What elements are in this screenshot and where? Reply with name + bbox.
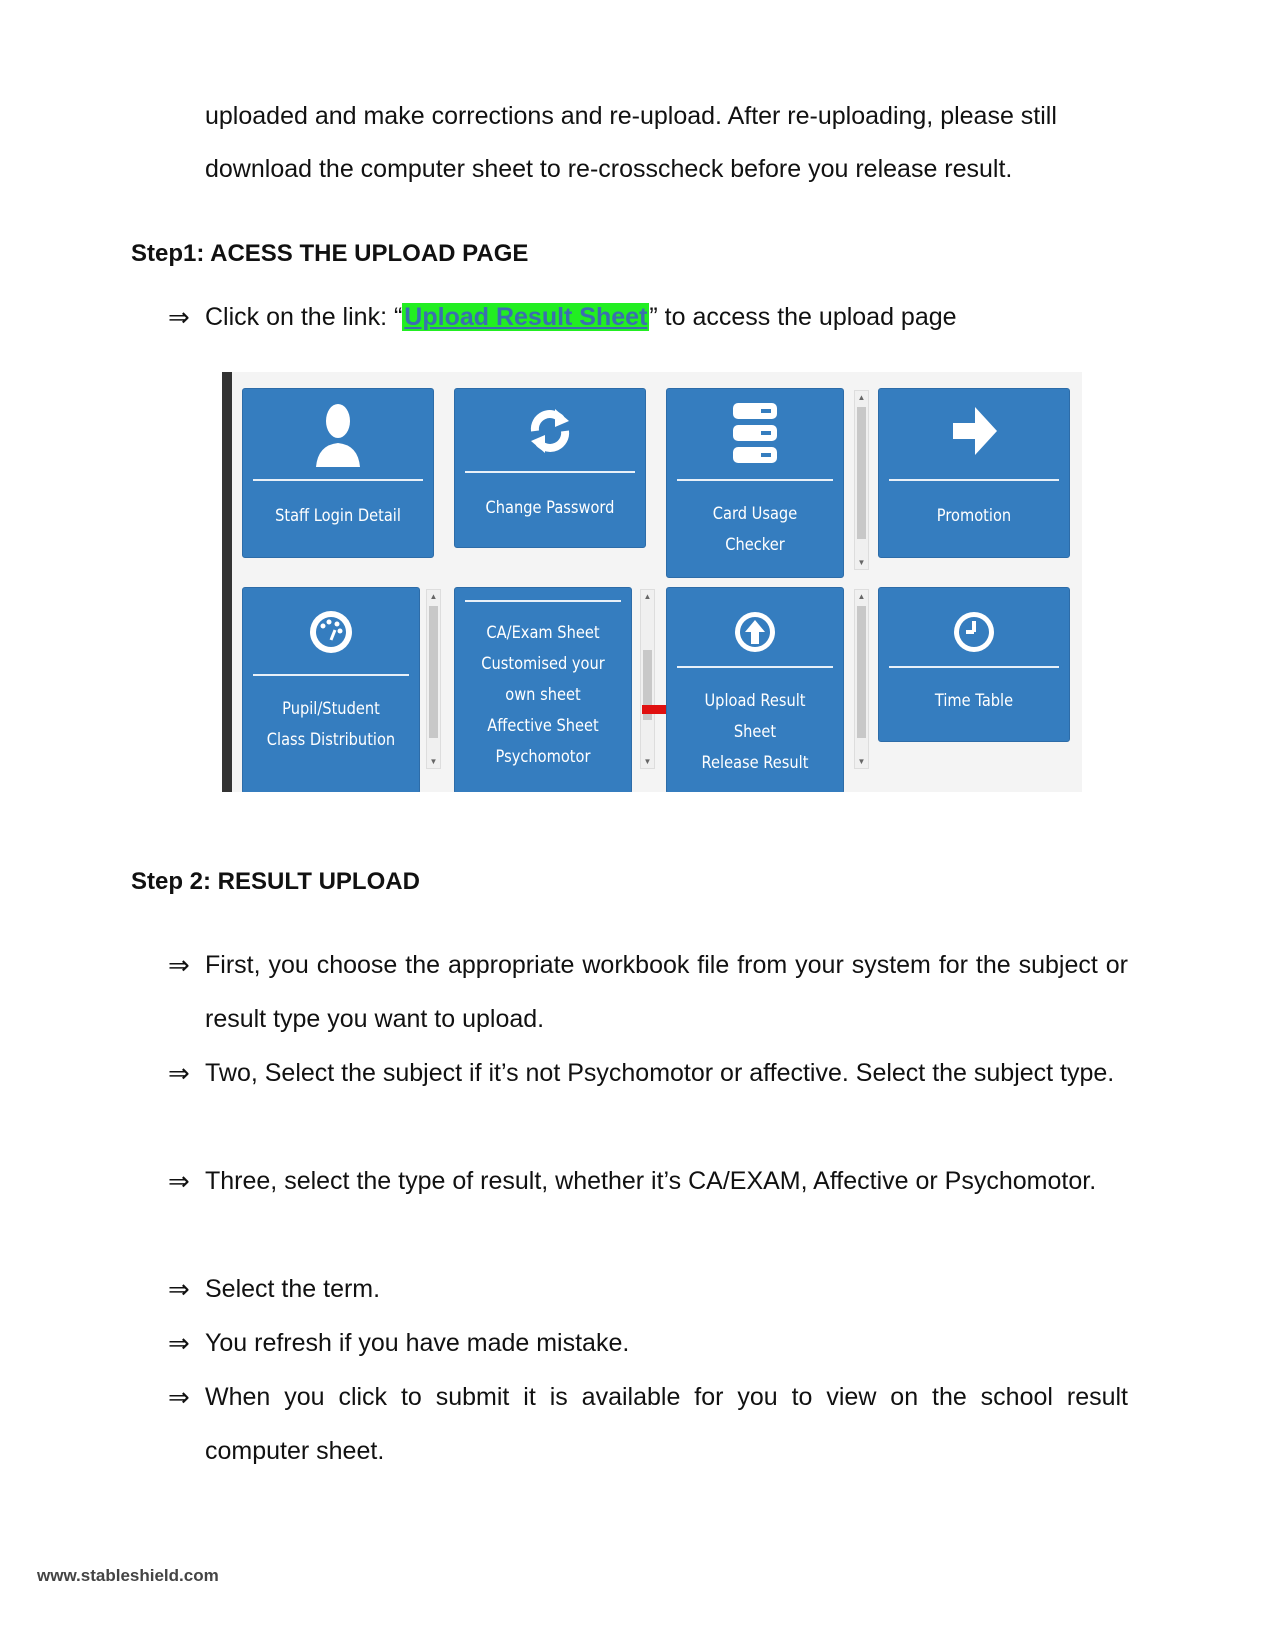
step1-instruction [168, 290, 1128, 344]
implies-arrow-icon: ⇒ [168, 1382, 190, 1412]
scroll-up-icon[interactable]: ▲ [429, 592, 438, 601]
tile-label: Promotion [936, 506, 1012, 526]
step2-bullet-5: ⇒ You refresh if you have made mistake. [168, 1316, 1128, 1370]
implies-arrow-icon: ⇒ [168, 1328, 190, 1358]
tile-divider [253, 674, 409, 676]
implies-arrow-icon: ⇒ [168, 950, 190, 980]
step2-heading: Step 2: RESULT UPLOAD [131, 868, 420, 895]
intro-line-1: uploaded and make corrections and re-upload. After re-uploading, please still [205, 102, 1057, 130]
dashboard-screenshot [222, 372, 1082, 792]
tile-label: CA/Exam Sheet Customised your own sheet Affective Sheet Psychomotor [481, 623, 605, 767]
scroll-up-icon[interactable]: ▲ [643, 592, 652, 601]
scroll-down-icon[interactable]: ▼ [643, 757, 652, 766]
intro-line-2: download the computer sheet to re-crosscheck before you release result. [205, 155, 1013, 183]
tile-divider [677, 666, 833, 668]
dashboard-icon [243, 600, 419, 669]
upload-result-sheet-link[interactable]: Upload Result Sheet [404, 303, 648, 331]
scroll-up-icon[interactable]: ▲ [857, 592, 866, 601]
scroll-thumb[interactable] [857, 606, 866, 738]
tile-ca-exam-sheet[interactable] [454, 587, 632, 792]
tile-pupil-student-class-distribution[interactable] [242, 587, 420, 792]
arrow-right-icon [879, 401, 1069, 466]
user-icon [243, 401, 433, 476]
scroll-down-icon[interactable]: ▼ [429, 757, 438, 766]
scroll-thumb[interactable] [429, 606, 438, 738]
tile-divider [889, 479, 1059, 481]
tile-divider [253, 479, 423, 481]
intro-text [205, 90, 1125, 196]
tile-divider [465, 600, 621, 602]
tile-divider [889, 666, 1059, 668]
step2-bullet-4: ⇒ Select the term. [168, 1262, 1128, 1316]
scrollbar[interactable] [854, 589, 869, 769]
tile-upload-result-sheet[interactable] [666, 587, 844, 792]
step2-bullet-2: ⇒ Two, Select the subject if it’s not Psychomotor or affective. Select the subject type. [168, 1046, 1128, 1100]
step1-heading: Step1: ACESS THE UPLOAD PAGE [131, 240, 529, 267]
tile-divider [677, 479, 833, 481]
tile-promotion[interactable] [878, 388, 1070, 558]
screenshot-edge [222, 372, 232, 792]
tile-label: Time Table [934, 691, 1014, 711]
step1-text-after: ” to access the upload page [649, 303, 957, 331]
tile-label: Upload Result Sheet Release Result [701, 691, 809, 773]
tile-divider [465, 471, 635, 473]
step1-text-before: Click on the link: “ [205, 303, 403, 331]
implies-arrow-icon: ⇒ [168, 1274, 190, 1304]
tile-label: Staff Login Detail [275, 506, 401, 526]
upload-icon [667, 600, 843, 669]
footer-url: www.stableshield.com [37, 1566, 219, 1585]
tile-label: Change Password [485, 498, 615, 518]
tile-label: Pupil/Student Class Distribution [266, 699, 396, 750]
implies-arrow-icon: ⇒ [168, 302, 190, 332]
step2-bullet-3: ⇒ Three, select the type of result, whether it’s CA/EXAM, Affective or Psychomotor. [168, 1154, 1128, 1208]
scroll-down-icon[interactable]: ▼ [857, 558, 866, 567]
tile-label: Card Usage Checker [712, 504, 798, 555]
implies-arrow-icon: ⇒ [168, 1166, 190, 1196]
scroll-down-icon[interactable]: ▼ [857, 757, 866, 766]
step2-bullet-6: ⇒ When you click to submit it is available for you to view on the school result computer sheet. [168, 1370, 1128, 1478]
tile-time-table[interactable] [878, 587, 1070, 742]
scroll-thumb[interactable] [857, 407, 866, 539]
tile-staff-login-detail[interactable] [242, 388, 434, 558]
scroll-up-icon[interactable]: ▲ [857, 393, 866, 402]
tile-change-password[interactable] [454, 388, 646, 548]
tile-card-usage-checker[interactable] [666, 388, 844, 578]
scrollbar[interactable] [854, 390, 869, 570]
step2-bullet-1: ⇒ First, you choose the appropriate workbook file from your system for the subject or result type you want to upload. [168, 938, 1128, 1046]
refresh-icon [455, 401, 645, 466]
scrollbar[interactable] [640, 589, 655, 769]
clock-icon [879, 600, 1069, 669]
server-icon [667, 401, 843, 470]
scrollbar[interactable] [426, 589, 441, 769]
implies-arrow-icon: ⇒ [168, 1058, 190, 1088]
